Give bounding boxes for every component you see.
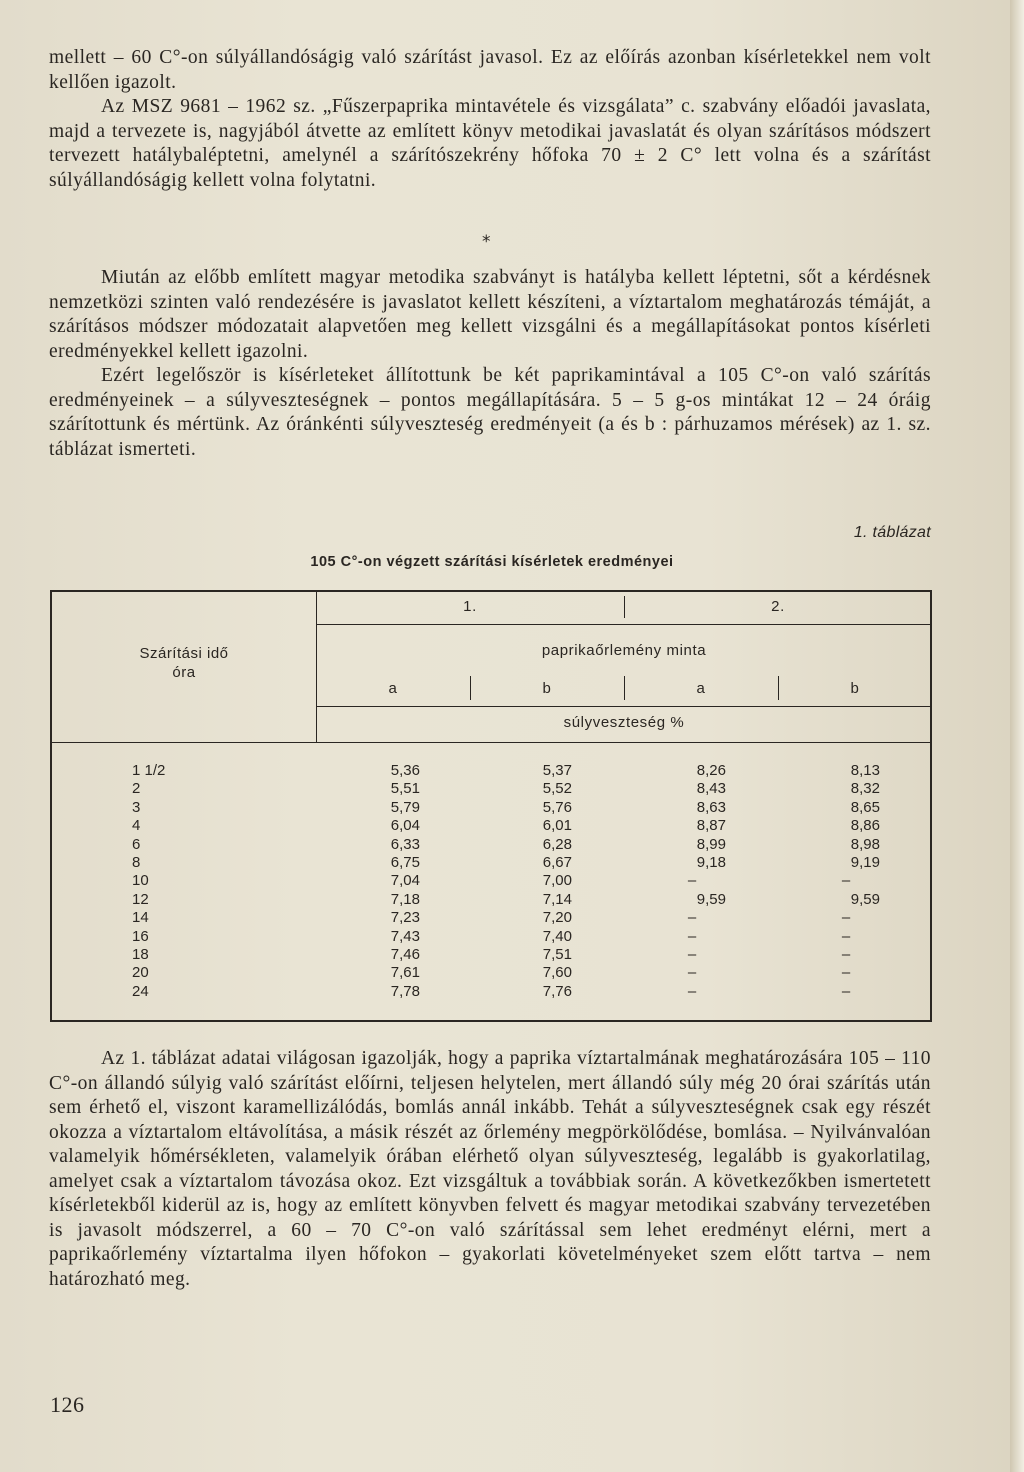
table-cell: 8,63 bbox=[696, 798, 726, 816]
table-cell: 7,78 bbox=[390, 982, 420, 1000]
data-table bbox=[50, 590, 932, 1022]
table-cell: 6,01 bbox=[542, 817, 572, 835]
column-s2a bbox=[658, 762, 726, 1001]
table-cell: 7,60 bbox=[542, 964, 572, 982]
table-cell: – bbox=[841, 927, 851, 945]
table-cell: 7,23 bbox=[390, 909, 420, 927]
table-cell: 8,87 bbox=[696, 817, 726, 835]
table-cell: 2 bbox=[132, 780, 141, 798]
paragraph: mellett – 60 C°-on súlyállandóságig való szárítást javasol. Ez az előírás azonban kísérletekkel nem volt kellően igazolt. bbox=[49, 47, 931, 93]
table-cell: – bbox=[687, 927, 697, 945]
table-cell: 8,99 bbox=[696, 835, 726, 853]
column-s2b bbox=[812, 762, 880, 1001]
table-cell: 14 bbox=[132, 909, 149, 927]
body-text bbox=[49, 266, 931, 462]
intro-text bbox=[49, 46, 931, 193]
column-hours bbox=[132, 762, 192, 1001]
paragraph: Miután az előbb említett magyar metodika szabványt is hatályba kellett léptetni, sőt a kérdésnek nemzetközi szinten való rendezésére is javaslatot kellett készíteni, a víztartalom meghatározás témáját, a szárításos módszer módozatait alapvetően meg kellett vizsgálni és a megállapításokat pontos kísérleti eredményekkel kellett igazolni. bbox=[49, 267, 931, 362]
table-cell: 9,18 bbox=[696, 853, 726, 871]
sample-1-header: 1. bbox=[463, 598, 477, 615]
table-cell: 4 bbox=[132, 817, 141, 835]
table-cell: 6,04 bbox=[390, 817, 420, 835]
group-header: paprikaőrlemény minta bbox=[541, 642, 707, 659]
table-cell: 7,43 bbox=[390, 927, 420, 945]
unit-header: súlyveszteség % bbox=[563, 714, 685, 731]
conclusion-text bbox=[49, 1047, 931, 1292]
sub-header-b: b bbox=[542, 680, 552, 697]
table-cell: – bbox=[841, 945, 851, 963]
table-cell: – bbox=[841, 982, 851, 1000]
page-edge bbox=[1010, 0, 1024, 1472]
table-cell: 6,75 bbox=[390, 853, 420, 871]
sub-header-a: a bbox=[388, 680, 398, 697]
table-cell: – bbox=[687, 945, 697, 963]
table-title: 105 C°-on végzett szárítási kísérletek eredményei bbox=[310, 554, 674, 570]
row-header-line: óra bbox=[172, 664, 196, 681]
table-cell: – bbox=[841, 909, 851, 927]
table-cell: 9,59 bbox=[850, 890, 880, 908]
table-cell: – bbox=[687, 982, 697, 1000]
table-cell: 8,26 bbox=[696, 762, 726, 779]
table-cell: 6,28 bbox=[542, 835, 572, 853]
table-cell: – bbox=[841, 872, 851, 890]
table-cell: – bbox=[841, 964, 851, 982]
table-cell: 5,51 bbox=[390, 780, 420, 798]
column-s1b bbox=[504, 762, 572, 1001]
table-cell: 5,52 bbox=[542, 780, 572, 798]
sub-header-b: b bbox=[850, 680, 860, 697]
table-hline bbox=[52, 742, 932, 743]
table-cell: 8,65 bbox=[850, 798, 880, 816]
sub-header-a: a bbox=[696, 680, 706, 697]
table-cell: 1 1/2 bbox=[132, 762, 166, 779]
table-cell: 7,51 bbox=[542, 945, 572, 963]
table-cell: 7,18 bbox=[390, 890, 420, 908]
table-cell: 7,14 bbox=[542, 890, 572, 908]
table-cell: 7,76 bbox=[542, 982, 572, 1000]
table-cell: 7,20 bbox=[542, 909, 572, 927]
table-hline bbox=[316, 624, 932, 625]
table-cell: – bbox=[687, 964, 697, 982]
paragraph: Az 1. táblázat adatai világosan igazolják, hogy a paprika víztartalmának meghatározására 105 – 110 C°-on állandó súlyig való szárítást előírni, teljesen helytelen, mert állandó súly még 20 órai szárítás után sem érhető el, viszont karamellizálódás, bomlás annál inkább. Tehát a súlyveszteségnek csak egy részét okozza a víztartalom eltávolítása, a másik részét az őrlemény megpörkölődése, bomlása. – Nyilvánvalóan valamelyik hőmérsékleten, valamelyik órában elérhető olyan súlyveszteség, legalább is gyakorlatilag, amelyet csak a víztartalom távozása okoz. Ezt vizsgáltuk a továbbiak során. A következőkben ismertetett kísérletekből kiderül az is, hogy az említett könyvben felvett és magyar metodikai szabvány tervezetében is javasolt módszerrel, a 60 – 70 C°-on való szárítással sem lehet eredményt elérni, mert a paprikaőrlemény víztartalma ilyen hőfokon – gyakorlati követelményeket szem előtt tartva – nem határozható meg. bbox=[49, 1048, 931, 1290]
paragraph: Az MSZ 9681 – 1962 sz. „Fűszerpaprika mintavétele és vizsgálata” c. szabvány előadói javaslata, majd a tervezete is, nagyjából átvette az említett könyv metodikai javaslatát és olyan szárításos módszert tervezett hatálybaléptetni, amelynél a szárítószekrény hőfoka 70 ± 2 C° lett volna és a szárítást súlyállandóságig kellett volna folytatni. bbox=[49, 96, 931, 191]
table-cell: 6,67 bbox=[542, 853, 572, 871]
table-cell: 6,33 bbox=[390, 835, 420, 853]
sample-2-header: 2. bbox=[771, 598, 785, 615]
section-separator: * bbox=[482, 232, 491, 252]
row-header-line: Szárítási idő bbox=[139, 645, 229, 662]
table-cell: 8,86 bbox=[850, 817, 880, 835]
table-cell: 6 bbox=[132, 835, 141, 853]
table-cell: 5,36 bbox=[390, 762, 420, 779]
table-cell: 7,61 bbox=[390, 964, 420, 982]
table-cell: 12 bbox=[132, 890, 149, 908]
table-cell: 8,43 bbox=[696, 780, 726, 798]
table-cell: 7,04 bbox=[390, 872, 420, 890]
table-cell: 8 bbox=[132, 853, 141, 871]
table-cell: 20 bbox=[132, 964, 149, 982]
table-cell: 5,79 bbox=[390, 798, 420, 816]
table-cell: 7,46 bbox=[390, 945, 420, 963]
table-cell: 8,13 bbox=[850, 762, 880, 779]
table-cell: 7,00 bbox=[542, 872, 572, 890]
table-cell: 16 bbox=[132, 927, 149, 945]
table-cell: 9,59 bbox=[696, 890, 726, 908]
table-cell: 10 bbox=[132, 872, 149, 890]
page-number: 126 bbox=[50, 1392, 85, 1417]
column-s1a bbox=[352, 762, 420, 1001]
row-header bbox=[52, 644, 316, 682]
table-cell: – bbox=[687, 909, 697, 927]
table-cell: 5,76 bbox=[542, 798, 572, 816]
table-cell: 5,37 bbox=[542, 762, 572, 779]
table-label: 1. táblázat bbox=[853, 524, 931, 541]
table-cell: 3 bbox=[132, 798, 141, 816]
table-cell: 24 bbox=[132, 982, 149, 1000]
table-cell: 8,32 bbox=[850, 780, 880, 798]
table-cell: 7,40 bbox=[542, 927, 572, 945]
table-cell: – bbox=[687, 872, 697, 890]
table-hline bbox=[316, 706, 932, 707]
paragraph: Ezért legelőször is kísérleteket állítottunk be két paprikamintával a 105 C°-on való szárítás eredményeinek – a súlyveszteségnek – pontos megállapítására. 5 – 5 g-os mintákat 12 – 24 óráig szárítottunk és mértünk. Az óránkénti súlyveszteség eredményeit (a és b : párhuzamos mérések) az 1. sz. táblázat ismerteti. bbox=[49, 365, 931, 460]
table-cell: 9,19 bbox=[850, 853, 880, 871]
table-cell: 8,98 bbox=[850, 835, 880, 853]
table-cell: 18 bbox=[132, 945, 149, 963]
